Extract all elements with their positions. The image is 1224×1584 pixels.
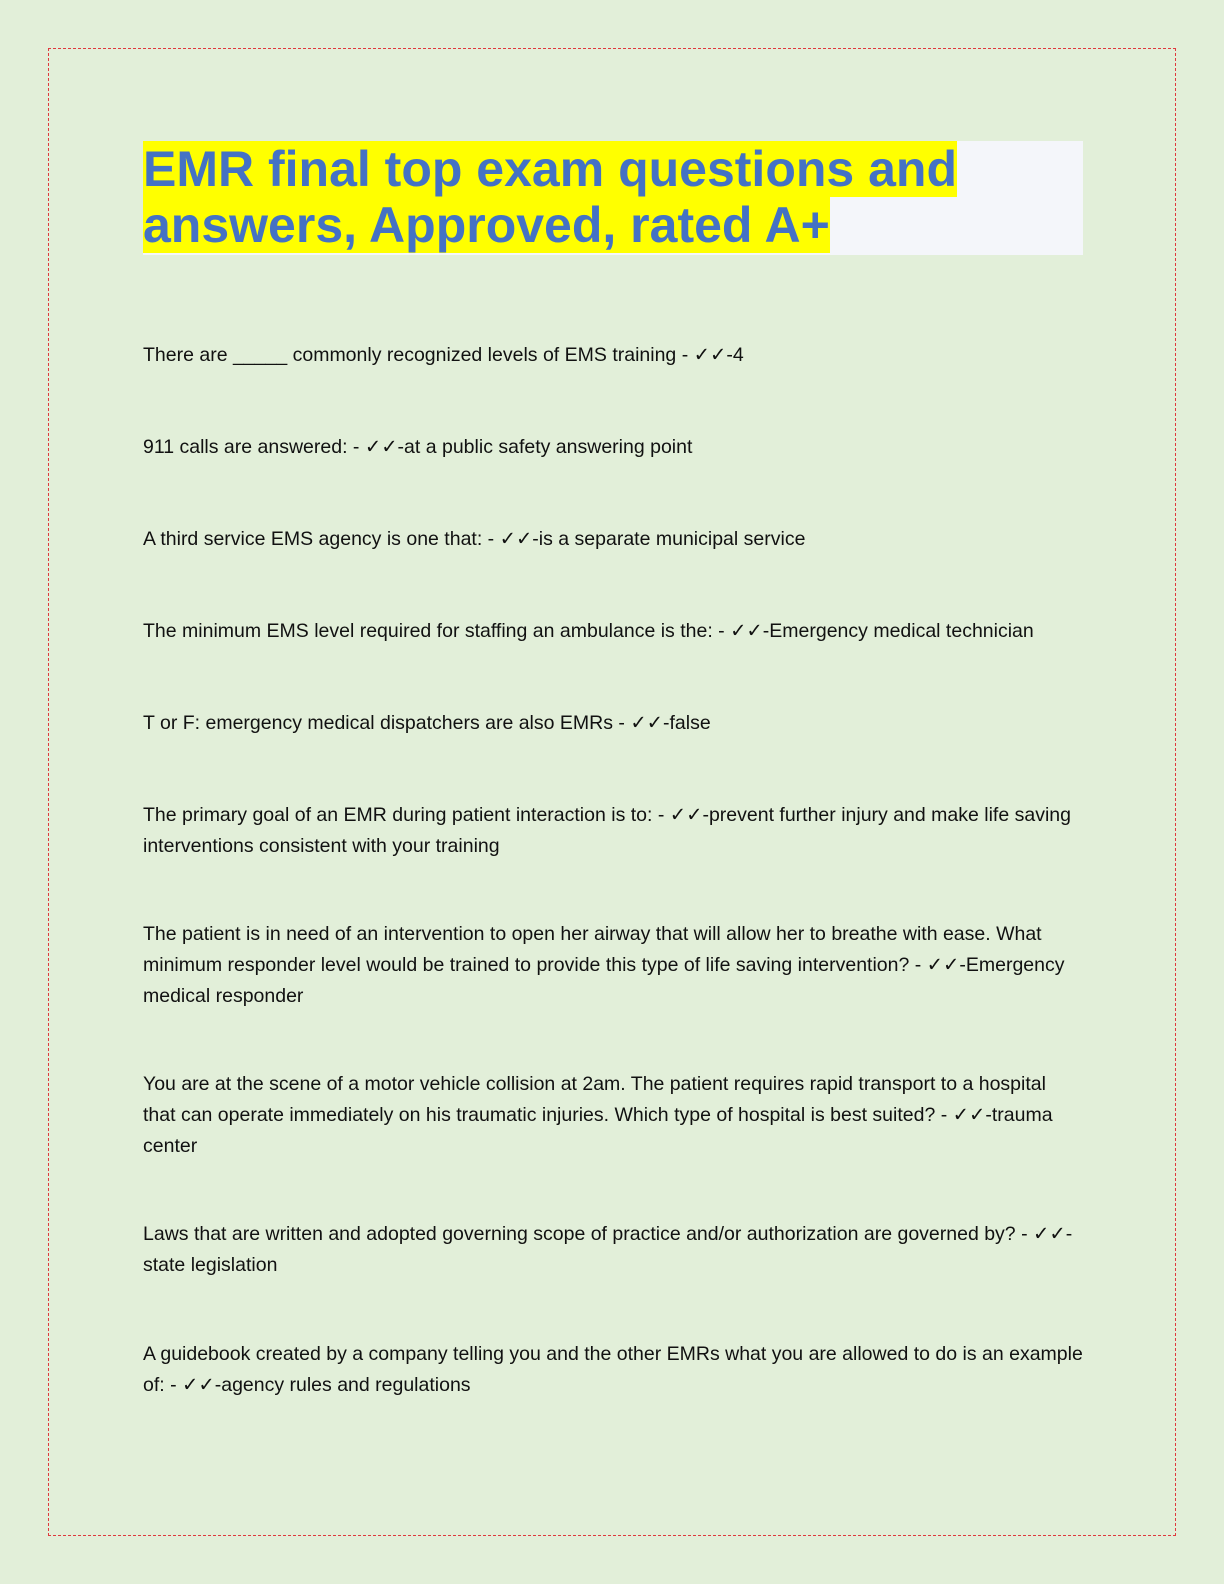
qa-item — [143, 432, 1083, 463]
qa-item — [143, 800, 1083, 862]
question-text: The patient is in need of an intervention to open her airway that will allow her to breathe with ease. What minimum responder level would be trained to provide this type of life saving intervention? — [143, 923, 1042, 976]
question-answer-separator: - — [712, 620, 731, 642]
answer-text: Emergency medical responder — [143, 954, 1065, 1007]
question-answer-separator: - — [909, 954, 927, 976]
answer-text: trauma center — [143, 1104, 1053, 1157]
answer-text: agency rules and regulations — [221, 1374, 471, 1396]
check-mark-icon: ✓✓ — [630, 712, 664, 734]
check-mark-icon: ✓✓ — [499, 528, 533, 550]
question-answer-separator: - — [652, 804, 670, 826]
qa-item — [143, 340, 1083, 371]
answer-prefix: - — [959, 954, 966, 976]
question-answer-separator: - — [482, 528, 500, 550]
check-mark-icon: ✓✓ — [952, 1104, 986, 1126]
question-answer-separator: - — [347, 436, 365, 458]
question-text: A third service EMS agency is one that: — [143, 528, 483, 550]
question-text: 911 calls are answered: — [143, 436, 348, 458]
question-text: You are at the scene of a motor vehicle collision at 2am. The patient requires rapid transport to a hospital that can operate immediately on his traumatic injuries. Which type of hospital is best suited? — [143, 1073, 1046, 1126]
answer-prefix: - — [397, 436, 405, 458]
question-text: There are _____ commonly recognized levels of EMS training — [143, 344, 677, 366]
check-mark-icon: ✓✓ — [1033, 1223, 1066, 1245]
question-answer-separator: - — [164, 1374, 183, 1396]
question-text: A guidebook created by a company telling you and the other EMRs what you are allowed to do is an example of: — [143, 1343, 1083, 1396]
answer-prefix: - — [532, 528, 539, 550]
answer-text: false — [669, 712, 711, 734]
check-mark-icon: ✓✓ — [926, 954, 960, 976]
qa-list — [143, 340, 1083, 1401]
question-text: The minimum EMS level required for staffing an ambulance is the: — [143, 620, 713, 642]
check-mark-icon: ✓✓ — [693, 344, 727, 366]
qa-item — [143, 1069, 1083, 1162]
qa-item — [143, 524, 1083, 555]
check-mark-icon: ✓✓ — [730, 620, 763, 642]
qa-item — [143, 708, 1083, 739]
question-answer-separator: - — [1015, 1223, 1033, 1245]
answer-text: at a public safety answering point — [404, 436, 693, 458]
answer-prefix: - — [1065, 1223, 1073, 1245]
answer-text: Emergency medical technician — [769, 620, 1034, 642]
question-text: T or F: emergency medical dispatchers are also EMRs — [143, 712, 613, 734]
answer-prefix: - — [726, 344, 733, 366]
answer-prefix: - — [663, 712, 670, 734]
title-block — [143, 141, 1083, 255]
document-title — [143, 141, 1083, 253]
qa-item — [143, 919, 1083, 1012]
question-answer-separator: - — [676, 344, 694, 366]
answer-text: state legislation — [143, 1254, 278, 1276]
answer-text: 4 — [732, 344, 744, 366]
answer-text: prevent further injury and make life saving interventions consistent with your training — [143, 804, 1071, 857]
qa-item — [143, 616, 1083, 647]
qa-item — [143, 1339, 1083, 1401]
qa-item — [143, 1219, 1083, 1281]
check-mark-icon: ✓✓ — [669, 804, 703, 826]
answer-prefix: - — [985, 1104, 992, 1126]
check-mark-icon: ✓✓ — [182, 1374, 215, 1396]
question-answer-separator: - — [935, 1104, 953, 1126]
answer-prefix: - — [702, 804, 709, 826]
question-answer-separator: - — [612, 712, 631, 734]
document-title-highlight: EMR final top exam questions and answers, Approved, rated A+ — [143, 141, 957, 253]
check-mark-icon: ✓✓ — [364, 436, 398, 458]
answer-prefix: - — [762, 620, 770, 642]
answer-prefix: - — [214, 1374, 222, 1396]
question-text: Laws that are written and adopted governing scope of practice and/or authorization are governed by? — [143, 1223, 1016, 1245]
question-text: The primary goal of an EMR during patient interaction is to: — [143, 804, 653, 826]
answer-text: is a separate municipal service — [538, 528, 806, 550]
